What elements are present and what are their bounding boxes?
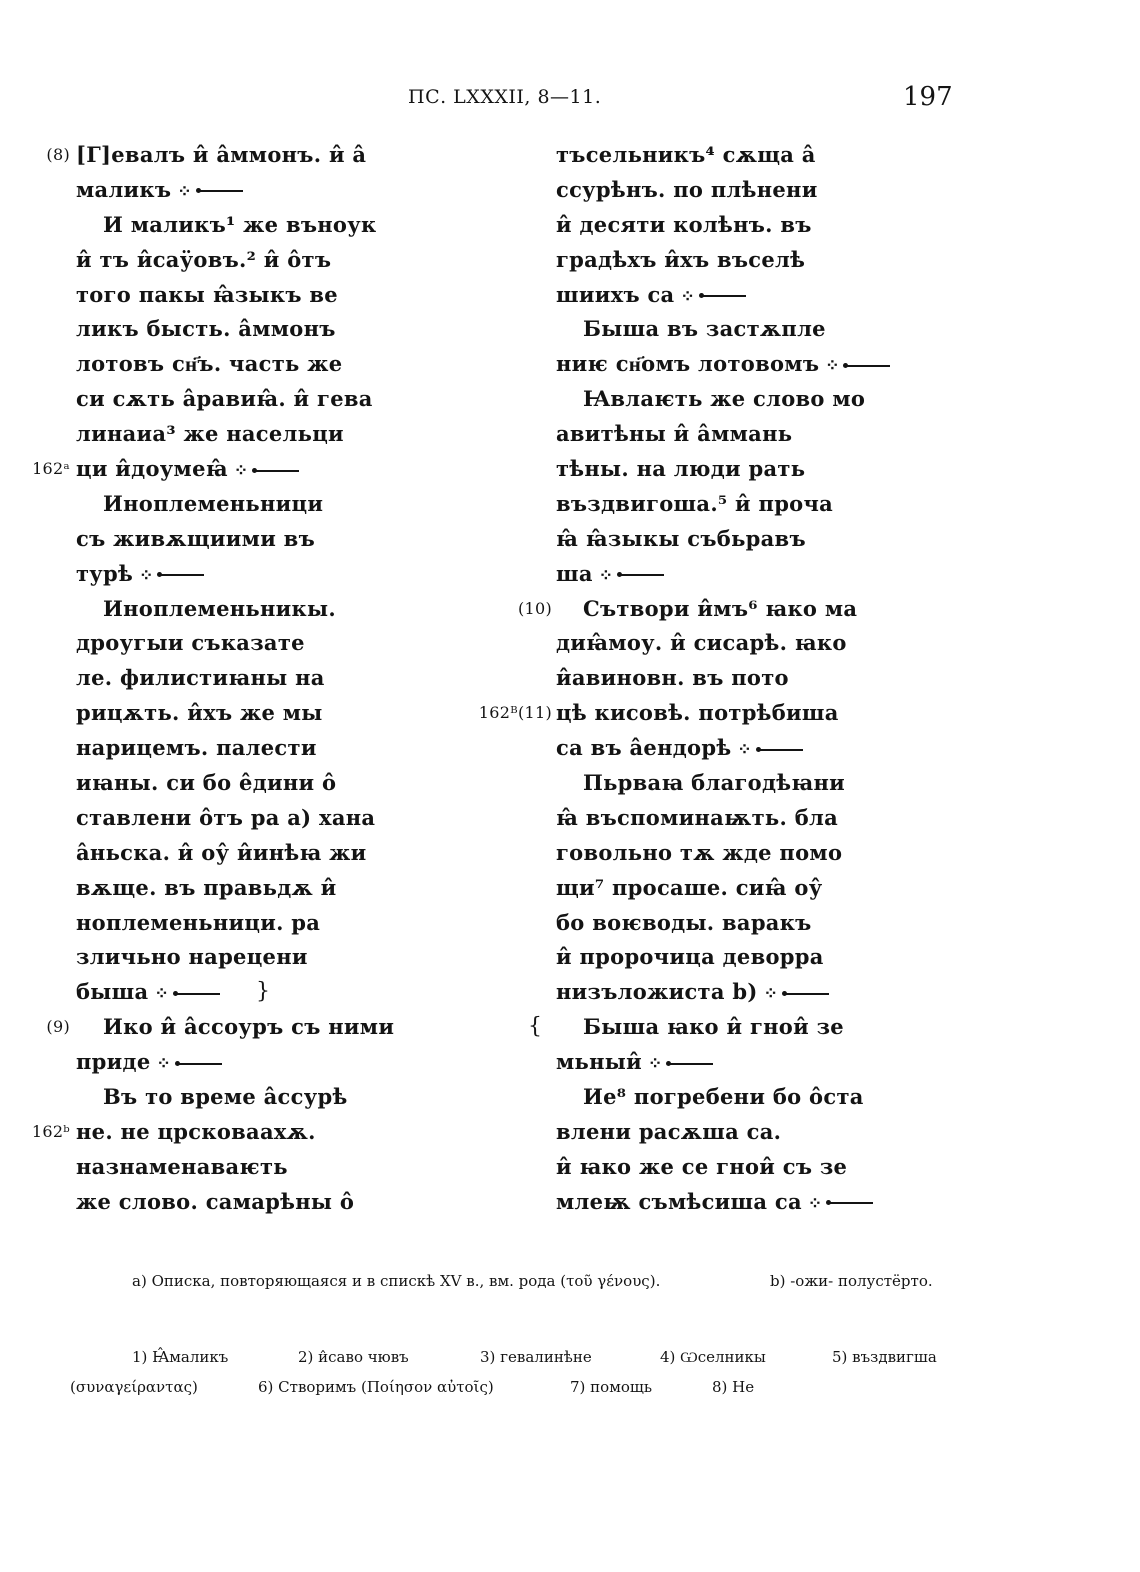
verse-marker: (8) — [46, 145, 70, 164]
line-text: бо воѥводы. варакъ — [556, 909, 812, 935]
line-text: авитѣны и̂ а̂ммань — [556, 421, 793, 447]
note-b-text: b) -ожи- полустёрто. — [770, 1272, 933, 1290]
footnote-8: 8) Не — [712, 1378, 755, 1396]
text-line — [556, 1080, 956, 1115]
line-text: влени расѫша са. — [556, 1118, 782, 1144]
verse-marker: (9) — [46, 1017, 70, 1037]
line-text: тъсельникъ⁴ сѫща а̂ — [556, 142, 816, 167]
text-line — [556, 1115, 956, 1150]
text-line — [556, 906, 956, 941]
text-line — [76, 801, 506, 836]
text-line — [556, 1045, 956, 1080]
dots-ornament: ⁘ — [648, 1054, 664, 1075]
text-line — [528, 1010, 956, 1045]
footnote-7: 7) помощь — [570, 1378, 653, 1396]
text-line — [32, 452, 506, 487]
line-text: ниѥ сн҃омъ лотовомъ — [556, 351, 820, 377]
line-text: нарицемъ. палести — [76, 735, 317, 761]
dots-ornament: ⁘ — [825, 356, 841, 377]
dash-ornament — [160, 574, 204, 576]
text-line — [556, 208, 956, 243]
line-text: маликъ — [76, 176, 172, 202]
text-line — [556, 766, 956, 801]
line-text: градѣхъ и̂хъ въселѣ — [556, 246, 806, 272]
dots-ornament: ⁘ — [763, 984, 779, 1005]
line-text: съ живѫщиими въ — [76, 525, 315, 551]
line-text: млеѭ съмѣсиша са — [556, 1188, 802, 1214]
line-text: [Г]евалъ и̂ а̂ммонъ. и̂ а̂ — [76, 142, 367, 167]
line-text: шиихъ са — [556, 281, 675, 307]
dots-ornament: ⁘ — [233, 461, 250, 482]
line-text: тѣны. на люди рать — [556, 456, 806, 482]
line-text: линаиа³ же насельци — [76, 421, 344, 447]
verse-end-ornament — [737, 731, 802, 768]
line-text: ꙗ̂ ꙗ̂зыкы съб͏ьравъ — [556, 525, 806, 551]
dash-ornament — [785, 993, 829, 995]
text-line — [46, 138, 506, 173]
verse-marker: (10) — [517, 598, 552, 618]
line-text: приде — [76, 1049, 151, 1075]
line-text: ци и̂доумеꙗ̂ — [76, 456, 228, 482]
text-line — [76, 626, 506, 661]
line-text: Ꙗвлаѥть же слово мо — [583, 386, 866, 412]
line-text: ле. филистиꙗны на — [76, 665, 325, 691]
text-line — [76, 975, 506, 1010]
line-text: ссурѣнъ. по плѣнени — [556, 176, 818, 202]
text-line — [76, 312, 506, 347]
line-text: и̂ десяти колѣнъ. въ — [556, 211, 812, 237]
line-text: не. не црсковаахѫ. — [76, 1118, 316, 1144]
text-line — [556, 278, 956, 313]
text-line — [76, 1185, 506, 1220]
text-line — [556, 1185, 956, 1220]
text-line — [556, 975, 956, 1010]
verse-marker: 162ᴮ(11) — [478, 703, 552, 723]
verse-end-ornament — [680, 278, 745, 315]
line-text: назнаменаваѥть — [76, 1153, 288, 1179]
line-text: диꙗ̂моу. и̂ сисарѣ. ꙗко — [556, 630, 847, 656]
text-line — [556, 522, 956, 557]
text-line — [76, 243, 506, 278]
text-line — [31, 1115, 506, 1150]
line-text: Сътвори и̂мъ⁶ ꙗко ма — [583, 595, 858, 621]
line-text: и̂ пророчица деворра — [556, 944, 824, 970]
text-line — [556, 871, 956, 906]
text-line — [556, 173, 956, 208]
verse-end-ornament — [764, 975, 829, 1012]
dash-ornament — [669, 1063, 713, 1065]
text-line — [76, 696, 506, 731]
text-line — [556, 1150, 956, 1185]
text-line — [76, 522, 506, 557]
line-text: ликъ бысть. а̂ммонъ — [76, 316, 336, 342]
text-line — [556, 626, 956, 661]
line-text: Пьрваꙗ благодѣꙗни — [583, 770, 846, 796]
dots-ornament: ⁘ — [139, 565, 155, 586]
text-line — [556, 661, 956, 696]
text-line — [556, 138, 956, 173]
text-line — [76, 278, 506, 313]
footnote-5: 5) въздвигша — [832, 1348, 937, 1366]
line-text: Въ то време а̂ссурѣ — [103, 1084, 348, 1110]
line-text: лотовъ сн҃ъ. часть же — [76, 351, 343, 377]
line-text: иꙗны. си бо е̂дини о̂ — [76, 770, 337, 796]
text-line — [556, 312, 956, 347]
line-text: Ие⁸ погребени бо о̂ста — [583, 1084, 864, 1110]
text-line — [76, 1080, 506, 1115]
verse-end-ornament — [177, 173, 242, 210]
text-line — [76, 906, 506, 941]
dots-ornament: ⁘ — [680, 286, 696, 307]
text-line — [76, 836, 506, 871]
line-text: са въ а̂ендорѣ — [556, 735, 732, 761]
line-text: зличьно нарецени — [76, 944, 308, 970]
verse-end-ornament — [157, 1045, 222, 1082]
verse-end-ornament — [139, 557, 204, 594]
text-line — [556, 940, 956, 975]
text-line — [76, 1150, 506, 1185]
verse-end-ornament — [825, 347, 890, 384]
dots-ornament: ⁘ — [737, 740, 753, 761]
lettered-note-a — [132, 1272, 660, 1290]
text-line — [556, 557, 956, 592]
line-text: цѣ кисовѣ. потрѣбиша — [556, 700, 839, 726]
verse-marker: 162ᵃ — [32, 459, 70, 479]
text-line — [76, 382, 506, 417]
dash-ornament — [255, 470, 299, 472]
text-line — [556, 417, 956, 452]
footnote-3: 3) гевалинѣне — [480, 1348, 592, 1366]
line-text: ноплеменьници. ра — [76, 909, 321, 935]
footnote-6: 6) Створимъ (Ποίησον αὐτοῖς) — [258, 1378, 494, 1396]
line-text: ша — [556, 560, 593, 586]
margin-brace: { — [528, 1014, 543, 1040]
left-text-column — [31, 138, 506, 1220]
line-text: си сѫть а̂равиꙗ̂. и̂ гева — [76, 386, 373, 412]
dash-ornament — [702, 295, 746, 297]
footnote-2: 2) и̂саво чювъ — [298, 1348, 409, 1366]
line-text: турѣ — [76, 560, 134, 586]
line-text: рицѫть. и̂хъ же мы — [76, 700, 323, 726]
footnote-4: 4) Ѡселникы — [660, 1348, 766, 1366]
line-text: и̂ тъ и̂саӱовъ.² и̂ о̂тъ — [76, 246, 332, 272]
text-line — [76, 731, 506, 766]
verse-end-ornament — [599, 557, 664, 594]
dash-ornament — [759, 749, 803, 751]
verse-end-ornament — [234, 452, 299, 489]
dots-ornament: ⁘ — [807, 1193, 824, 1214]
line-text: Иноплеменьникы. — [103, 595, 336, 621]
text-line — [556, 836, 956, 871]
line-text: того пакы ꙗ̂зыкъ ве — [76, 281, 338, 307]
text-line — [556, 243, 956, 278]
note-a-text: a) Описка, повторяющаяся и в спискѣ XV в., вм. рода (τοῦ γένους). — [132, 1272, 661, 1290]
verse-end-ornament — [648, 1045, 713, 1082]
text-line — [478, 696, 956, 731]
line-text: щи⁷ просаше. сиꙗ̂ оу̂ — [556, 874, 823, 900]
line-text: же слово. самарѣны о̂ — [76, 1188, 355, 1214]
text-line — [556, 452, 956, 487]
line-text: Быша въ застѫпле — [583, 316, 826, 342]
text-line — [517, 592, 956, 627]
footnote-1: 1) Ꙗ̂маликъ — [132, 1348, 229, 1366]
text-line — [556, 487, 956, 522]
line-text: вѫще. въ правьдѫ и̂ — [76, 874, 337, 900]
text-line — [556, 347, 956, 382]
line-text: а̂ньска. и̂ оу̂ и̂инѣꙗ жи — [76, 839, 367, 865]
right-text-column — [478, 138, 956, 1220]
text-line — [556, 382, 956, 417]
line-text: мьныи̂ — [556, 1049, 642, 1075]
text-line — [76, 173, 506, 208]
dash-ornament — [829, 1202, 873, 1204]
line-text: и̂авиновн. въ пото — [556, 665, 789, 691]
line-text: Быша ꙗко и̂ гнои̂ зе — [583, 1014, 844, 1040]
text-line — [76, 1045, 506, 1080]
dash-ornament — [199, 190, 243, 192]
line-text: и̂ ꙗко же се гнои̂ съ зе — [556, 1153, 848, 1179]
verse-marker: 162ᵇ — [31, 1121, 70, 1141]
footnote-5-greek: (συναγείραντας) — [70, 1378, 198, 1396]
line-text: низъложиста b) — [556, 979, 758, 1005]
line-text: Иноплеменьници — [103, 490, 324, 516]
dots-ornament: ⁘ — [598, 565, 615, 586]
text-line — [76, 592, 506, 627]
line-text: говольно тѫ жде помо — [556, 839, 843, 865]
text-line — [76, 208, 506, 243]
text-line — [76, 347, 506, 382]
margin-brace: } — [256, 979, 271, 1005]
dots-ornament: ⁘ — [154, 984, 170, 1005]
dash-ornament — [846, 365, 890, 367]
line-text: И маликъ¹ же въноук — [103, 211, 377, 237]
text-line — [556, 801, 956, 836]
page-header — [0, 82, 1140, 116]
text-line — [76, 661, 506, 696]
line-text: въздвигоша.⁵ и̂ проча — [556, 490, 834, 516]
text-line — [46, 1010, 506, 1045]
verse-end-ornament — [808, 1185, 873, 1222]
text-line — [76, 487, 506, 522]
dash-ornament — [176, 993, 220, 995]
running-title: ПС. LXXXII, 8—11. — [408, 86, 602, 108]
dots-ornament: ⁘ — [156, 1054, 172, 1075]
text-line — [76, 557, 506, 592]
text-line — [76, 766, 506, 801]
text-line — [76, 871, 506, 906]
dots-ornament: ⁘ — [177, 181, 193, 202]
dash-ornament — [178, 1063, 222, 1065]
line-text: дроугыи съказате — [76, 630, 305, 656]
verse-end-ornament — [154, 975, 219, 1012]
line-text: быша — [76, 979, 149, 1005]
lettered-note-b — [770, 1272, 933, 1290]
line-text: Ико и̂ а̂ссоуръ съ ними — [103, 1014, 395, 1040]
line-text: ꙗ̂ въспоминаѭть. бла — [556, 804, 839, 830]
text-line — [76, 940, 506, 975]
dash-ornament — [620, 574, 664, 576]
line-text: ставлени о̂тъ ра a) хана — [76, 804, 376, 830]
text-line — [76, 417, 506, 452]
page-number: 197 — [903, 82, 953, 112]
text-line — [556, 731, 956, 766]
